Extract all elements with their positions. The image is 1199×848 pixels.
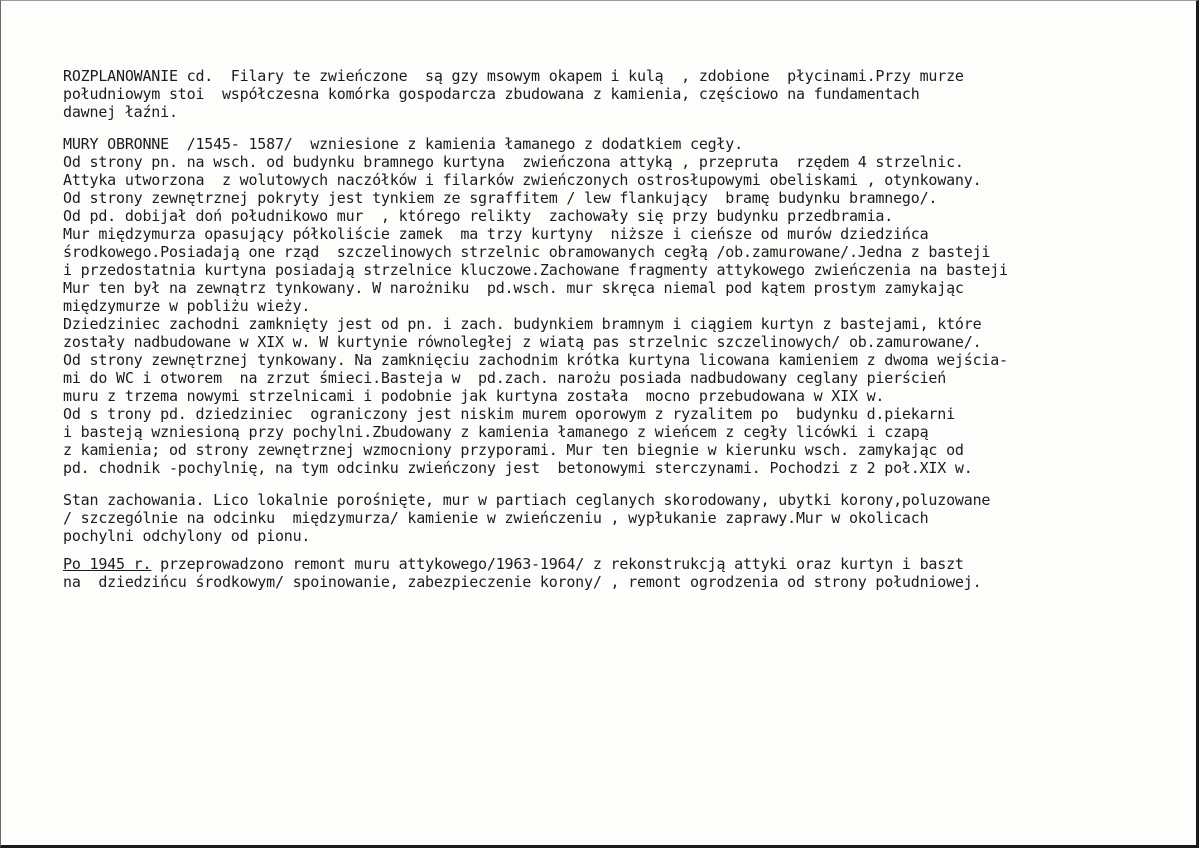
text-line: Mur międzymurza opasujący półkoliście zamek ma trzy kurtyny niższe i cieńsze od murów dziedzińca [63,225,929,243]
text-segment: przeprowadzono remont muru attykowego/1963-1964/ z rekonstrukcją attyki oraz kurtyn i baszt [151,555,964,573]
text-line: / szczególnie na odcinku międzymurza/ kamienie w zwieńczeniu , wypłukanie zaprawy.Mur w okolicach [63,509,929,527]
text-line: mi do WC i otworem na zrzut śmieci.Basteja w pd.zach. narożu posiada nadbudowany ceglany pierścień [63,369,947,387]
paragraph-mury-obronne [63,135,1173,477]
text-line: z kamienia; od strony zewnętrznej wzmocniony przyporami. Mur ten biegnie w kierunku wsch. zamykając od [63,441,964,459]
text-line: Od strony zewnętrznej tynkowany. Na zamknięciu zachodnim krótka kurtyna licowana kamieniem z dwoma wejścia- [63,351,1008,369]
paragraph-rozplanowanie [63,67,1173,121]
text-line: i przedostatnia kurtyna posiadają strzelnice kluczowe.Zachowane fragmenty attykowego zwieńczenia na basteji [63,261,1008,279]
text-line: Stan zachowania. Lico lokalnie porośnięte, mur w partiach ceglanych skorodowany, ubytki korony,poluzowane [63,491,991,509]
paragraph-stan-zachowania [63,491,1173,545]
text-line: międzymurze w pobliżu wieży. [63,297,311,315]
text-line: ROZPLANOWANIE cd. Filary te zwieńczone są gzy msowym okapem i kulą , zdobione płycinami.Przy murze [63,67,964,85]
text-line: Od pd. dobijał doń południkowo mur , którego relikty zachowały się przy budynku przedbramia. [63,207,894,225]
text-line: Mur ten był na zewnątrz tynkowany. W narożniku pd.wsch. mur skręca niemal pod kątem prostym zamykając [63,279,964,297]
text-line: muru z trzema nowymi strzelnicami i podobnie jak kurtyna została mocno przebudowana w XIX w. [63,387,885,405]
paragraph-gap [63,477,1173,491]
text-line: Dziedziniec zachodni zamknięty jest od pn. i zach. budynkiem bramnym i ciągiem kurtyn z bastejami, które [63,315,982,333]
paragraph-remont [63,555,1173,591]
paragraph-gap [63,545,1173,555]
text-line: południowym stoi współczesna komórka gospodarcza zbudowana z kamienia, częściowo na fundamentach [63,85,920,103]
text-line: i basteją wzniesioną przy pochylni.Zbudowany z kamienia łamanego z wieńcem z cegły licówki i czapą [63,423,929,441]
text-line: na dziedzińcu środkowym/ spoinowanie, zabezpieczenie korony/ , remont ogrodzenia od strony południowej. [63,573,982,591]
text-line: Od strony zewnętrznej pokryty jest tynkiem ze sgraffitem / lew flankujący bramę budynku bramnego/. [63,189,938,207]
text-line: dawnej łaźni. [63,103,178,121]
paragraph-gap [63,121,1173,135]
text-line: MURY OBRONNE /1545- 1587/ wzniesione z kamienia łamanego z dodatkiem cegły. [63,135,743,153]
text-line: pd. chodnik -pochylnię, na tym odcinku zwieńczony jest betonowymi sterczynami. Pochodzi z 2 poł.XIX w. [63,459,973,477]
text-line: pochylni odchylony od pionu. [63,527,311,545]
document-text [63,67,1173,591]
text-line: środkowego.Posiadają one rząd szczelinowych strzelnic obramowanych cegłą /ob.zamurowane/.Jedna z basteji [63,243,991,261]
text-line: Attyka utworzona z wolutowych naczółków i filarków zwieńczonych ostrosłupowymi obeliskami , otynkowany. [63,171,982,189]
text-line: Od s trony pd. dziedziniec ograniczony jest niskim murem oporowym z ryzalitem po budynku d.piekarni [63,405,955,423]
text-line: Od strony pn. na wsch. od budynku bramnego kurtyna zwieńczona attyką , przepruta rzędem 4 strzelnic. [63,153,964,171]
text-line: zostały nadbudowane w XIX w. W kurtynie równoległej z wiatą pas strzelnic szczelinowych/ ob.zamurowane/. [63,333,982,351]
text-line [63,555,1173,573]
underlined-date: Po 1945 r. [63,555,152,573]
